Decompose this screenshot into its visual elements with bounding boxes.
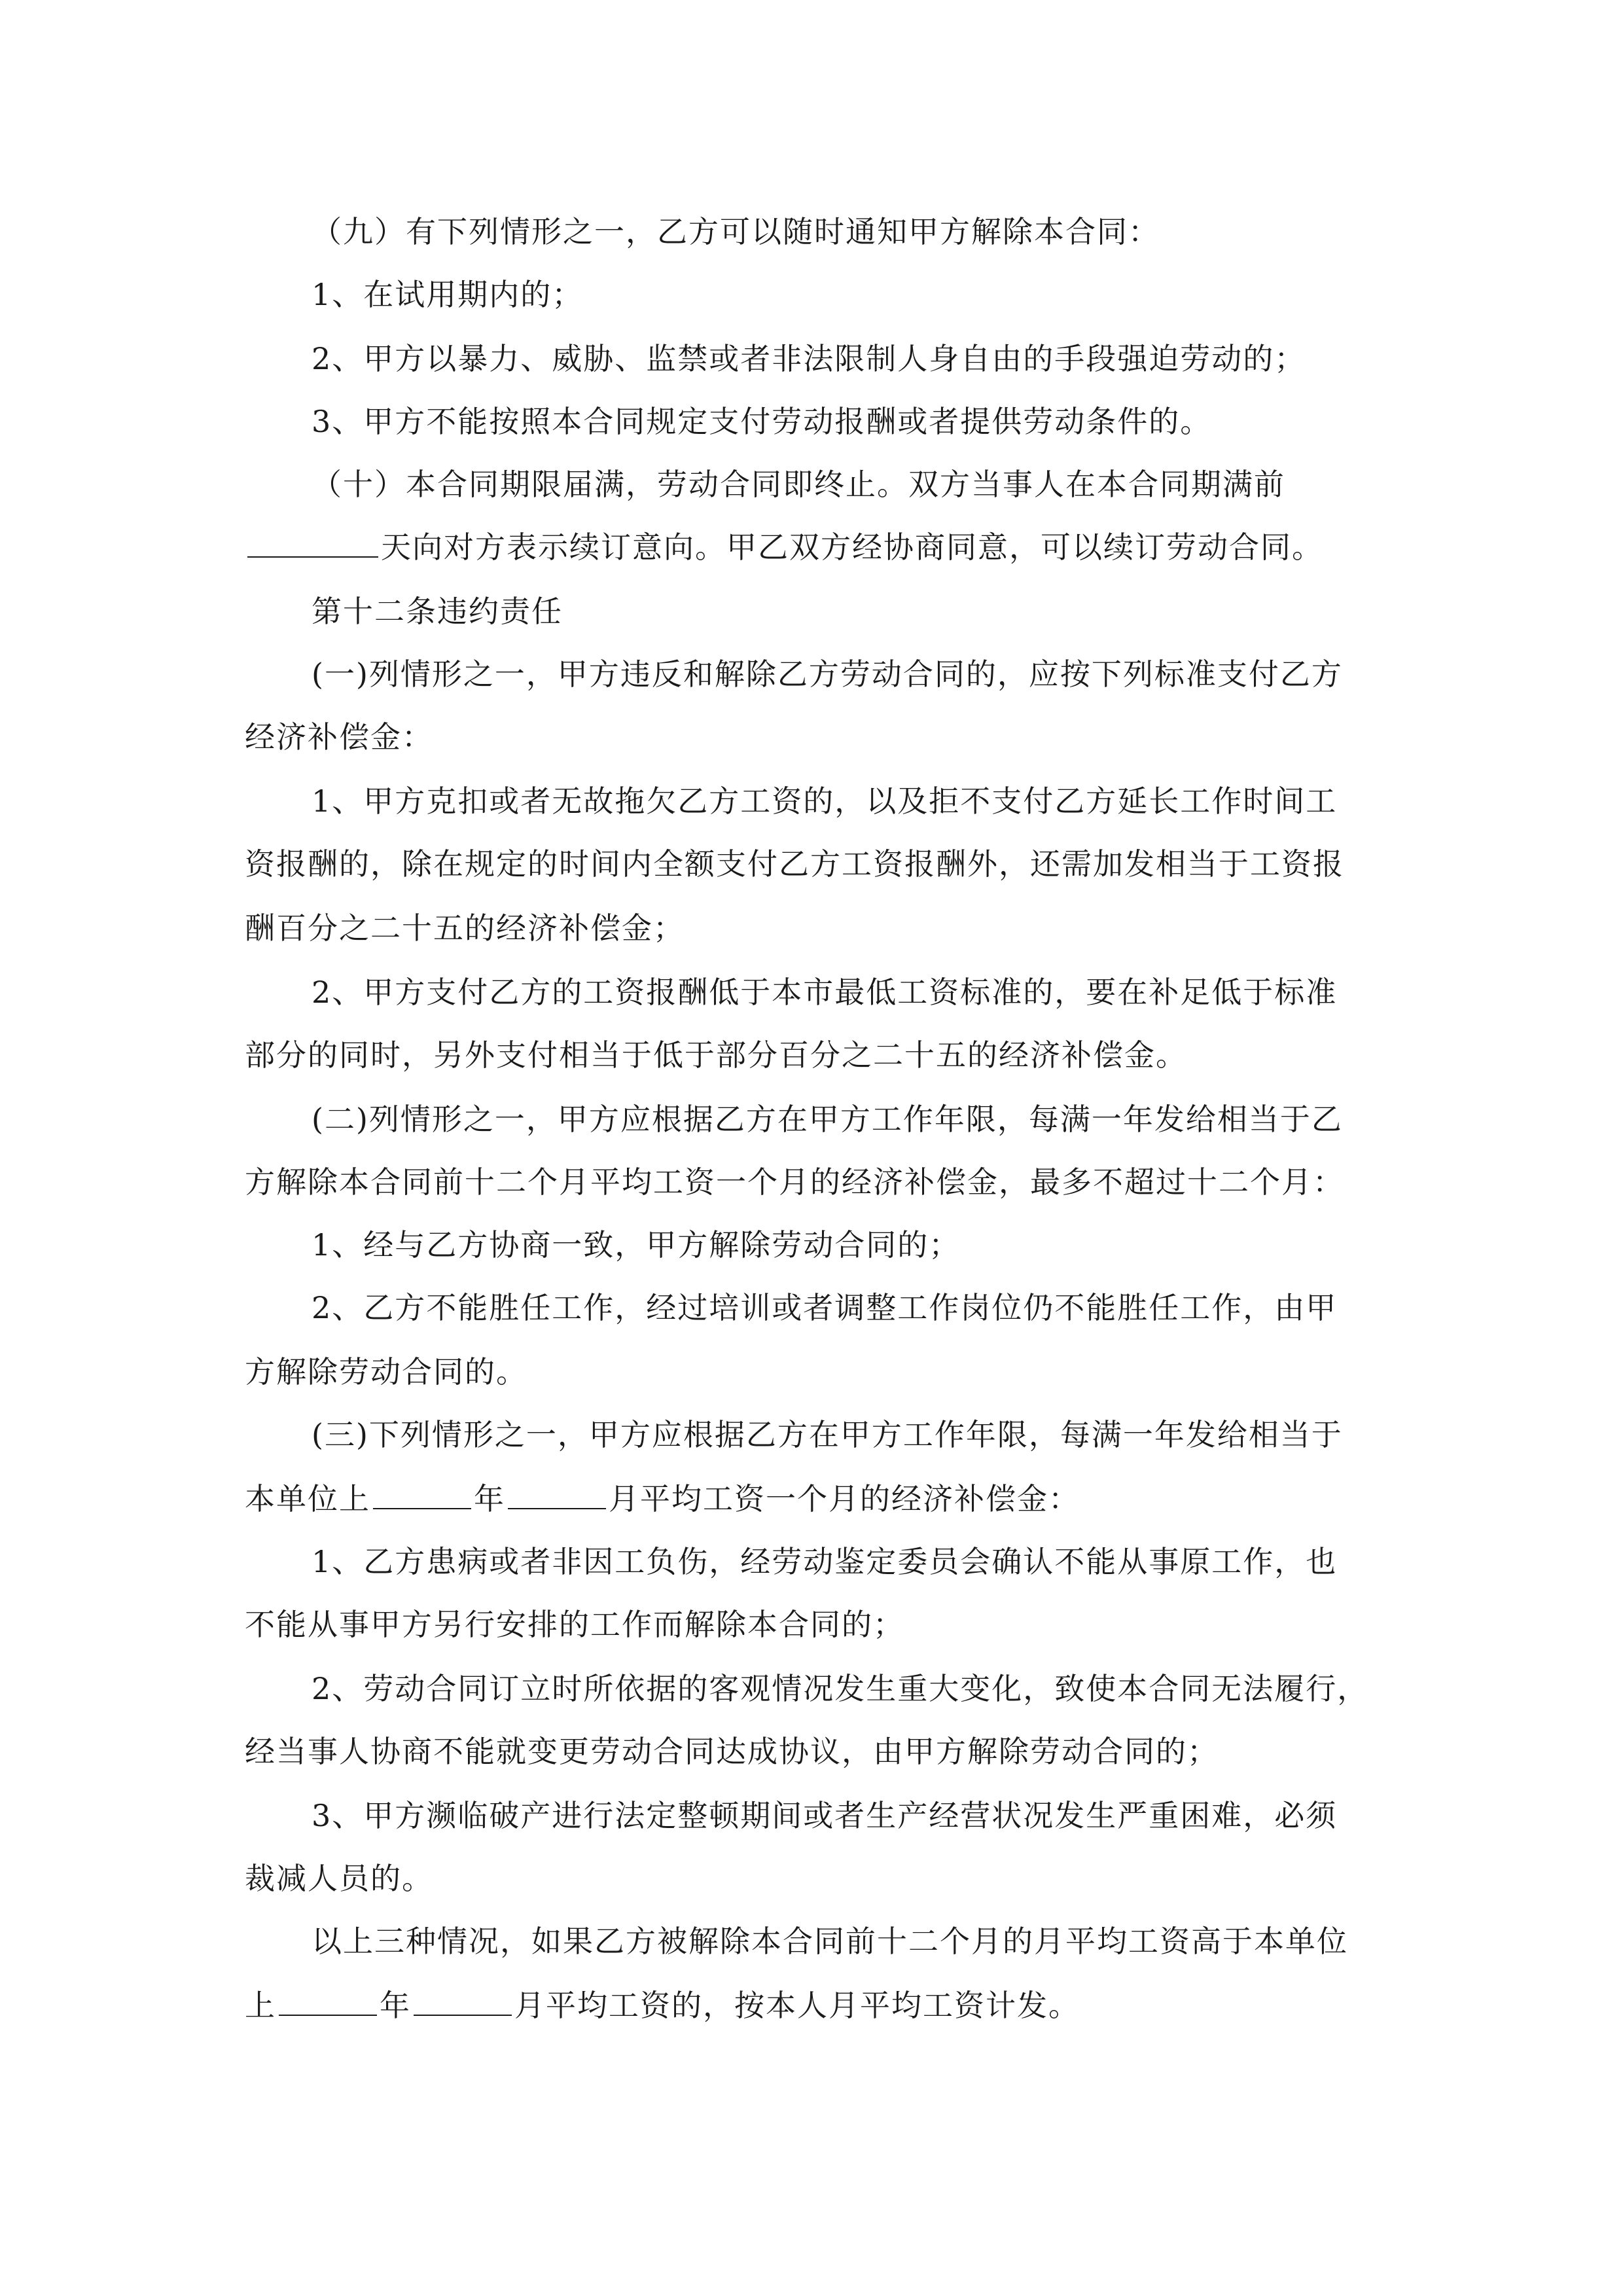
section-1-item-1-line-2: 资报酬的，除在规定的时间内全额支付乙方工资报酬外，还需加发相当于工资报: [245, 846, 1344, 882]
clause-10-line-2: [245, 528, 1383, 567]
clause-9-item-2: 2、甲方以暴力、威胁、监禁或者非法限制人身自由的手段强迫劳动的；: [312, 341, 1306, 376]
section-1-item-2-line-2: 部分的同时，另外支付相当于低于部分百分之二十五的经济补偿金。: [245, 1037, 1187, 1073]
month-blank: [508, 1479, 606, 1509]
section-1-line-1: (一)列情形之一，甲方违反和解除乙方劳动合同的，应按下列标准支付乙方: [312, 656, 1343, 692]
section-3-item-2-line-2: 经当事人协商不能就变更劳动合同达成协议，由甲方解除劳动合同的；: [245, 1734, 1219, 1769]
section-3-item-3-line-2: 裁减人员的。: [245, 1861, 433, 1896]
summary-month-blank: [414, 1986, 512, 2016]
section-2-item-1: 1、经与乙方协商一致，甲方解除劳动合同的；: [312, 1227, 961, 1263]
clause-9-item-1: 1、在试用期内的；: [312, 277, 584, 312]
year-label: 年: [474, 1481, 505, 1516]
section-2-item-2-line-2: 方解除劳动合同的。: [245, 1354, 527, 1390]
clause-10-line-2-text: 天向对方表示续订意向。甲乙双方经协商同意，可以续订劳动合同。: [381, 529, 1323, 565]
section-1-line-2: 经济补偿金：: [245, 719, 433, 755]
section-3-line-1: (三)下列情形之一，甲方应根据乙方在甲方工作年限，每满一年发给相当于: [312, 1417, 1343, 1452]
section-3-item-1-line-1: 1、乙方患病或者非因工负伤，经劳动鉴定委员会确认不能从事原工作，也: [312, 1544, 1338, 1579]
clause-10-line-1: （十）本合同期限届满，劳动合同即终止。双方当事人在本合同期满前: [312, 467, 1285, 502]
section-1-item-2-line-1: 2、甲方支付乙方的工资报酬低于本市最低工资标准的，要在补足低于标准: [312, 975, 1338, 1010]
section-3-line-2-suffix: 月平均工资一个月的经济补偿金：: [609, 1481, 1080, 1516]
summary-year-label: 年: [380, 1988, 411, 2023]
section-2-item-2-line-1: 2、乙方不能胜任工作，经过培训或者调整工作岗位仍不能胜任工作，由甲: [312, 1290, 1338, 1325]
clause-9-heading: （九）有下列情形之一，乙方可以随时通知甲方解除本合同：: [312, 214, 1160, 249]
clause-9-item-3: 3、甲方不能按照本合同规定支付劳动报酬或者提供劳动条件的。: [312, 404, 1212, 439]
summary-line-2-suffix: 月平均工资的，按本人月平均工资计发。: [514, 1988, 1080, 2023]
summary-line-2-prefix: 上: [245, 1988, 276, 2023]
summary-line-1: 以上三种情况，如果乙方被解除本合同前十二个月的月平均工资高于本单位: [312, 1924, 1348, 1959]
section-3-item-2-line-1: 2、劳动合同订立时所依据的客观情况发生重大变化，致使本合同无法履行，: [312, 1671, 1369, 1706]
year-blank: [373, 1479, 471, 1509]
section-1-item-1-line-1: 1、甲方克扣或者无故拖欠乙方工资的，以及拒不支付乙方延长工作时间工: [312, 783, 1338, 819]
section-2-line-1: (二)列情形之一，甲方应根据乙方在甲方工作年限，每满一年发给相当于乙: [312, 1102, 1343, 1137]
days-blank: [247, 528, 378, 558]
section-2-line-2: 方解除本合同前十二个月平均工资一个月的经济补偿金，最多不超过十二个月：: [245, 1164, 1344, 1200]
section-3-item-3-line-1: 3、甲方濒临破产进行法定整顿期间或者生产经营状况发生严重困难，必须: [312, 1798, 1338, 1833]
section-1-item-1-line-3: 酬百分之二十五的经济补偿金；: [245, 910, 685, 946]
section-3-item-1-line-2: 不能从事甲方另行安排的工作而解除本合同的；: [245, 1607, 904, 1642]
summary-line-2: [245, 1986, 1383, 2025]
section-3-line-2-prefix: 本单位上: [245, 1481, 370, 1516]
summary-year-blank: [279, 1986, 377, 2016]
article-12-title: 第十二条违约责任: [312, 594, 563, 629]
section-3-line-2: [245, 1479, 1383, 1518]
